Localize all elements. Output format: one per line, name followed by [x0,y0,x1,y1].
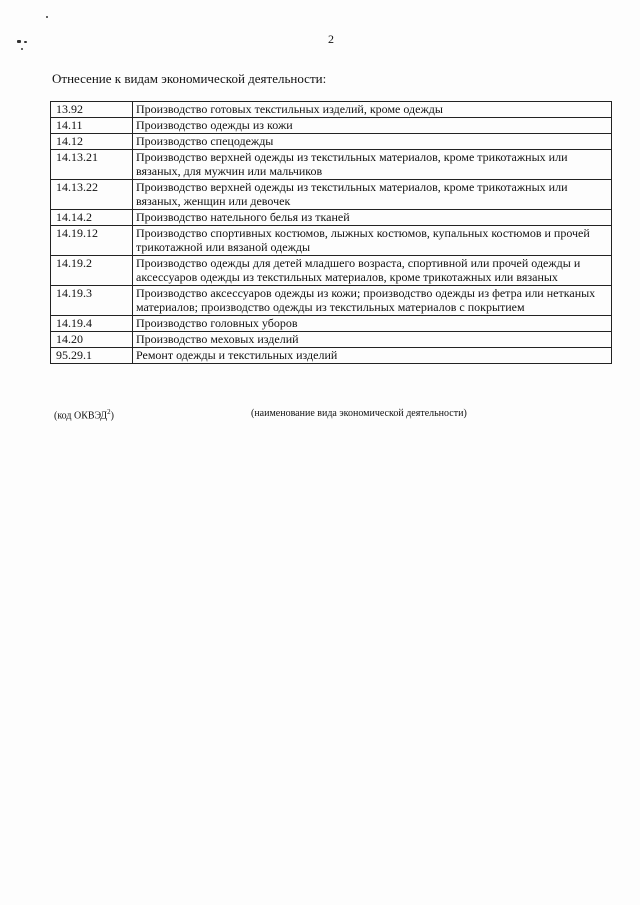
okved-code-cell: 14.13.21 [51,150,133,180]
activity-name-cell: Производство одежды для детей младшего возраста, спортивной или прочей одежды и аксессуаров одежды из текстильных материалов, кроме трикотажных или вязаных [133,256,612,286]
okved-code-cell: 14.12 [51,134,133,150]
activity-name-cell: Ремонт одежды и текстильных изделий [133,348,612,364]
code-caption-label: (код ОКВЭД [54,410,108,422]
okved-code-cell: 14.19.2 [51,256,133,286]
activity-name-cell: Производство аксессуаров одежды из кожи; производство одежды из фетра или нетканых материалов; производство одежды из текстильных материалов с покрытием [133,286,612,316]
section-heading: Отнесение к видам экономической деятельности: [52,71,327,86]
activity-name-cell: Производство спецодежды [133,134,612,150]
okved-code-cell: 14.11 [51,118,133,134]
activity-name-cell: Производство верхней одежды из текстильных материалов, кроме трикотажных или вязаных, для мужчин или мальчиков [133,150,612,180]
okved-code-cell: 95.29.1 [51,348,133,364]
activity-name-cell: Производство одежды из кожи [133,118,612,134]
okved-code-cell: 14.19.3 [51,286,133,316]
name-caption: (наименование вида экономической деятельности) [251,408,467,419]
activity-name-cell: Производство головных уборов [133,316,612,332]
activity-name-cell: Производство нательного белья из тканей [133,210,612,226]
table-row [51,134,612,150]
okved-code-cell: 14.19.12 [51,226,133,256]
activity-name-cell: Производство меховых изделий [133,332,612,348]
page-number: 2 [328,32,334,46]
activity-name-cell: Производство верхней одежды из текстильных материалов, кроме трикотажных или вязаных, женщин или девочек [133,180,612,210]
table-row [51,316,612,332]
okved-code-cell: 14.19.4 [51,316,133,332]
okved-code-cell: 14.14.2 [51,210,133,226]
table-row [51,210,612,226]
footnote-marker: 2 [107,408,111,416]
table-row [51,256,612,286]
table-row [51,332,612,348]
table-row [51,348,612,364]
code-caption-close: ) [110,410,114,422]
okved-code-cell: 13.92 [51,102,133,118]
okved-table-body [51,102,612,364]
table-row [51,150,612,180]
okved-code-cell: 14.20 [51,332,133,348]
okved-table [50,101,612,364]
table-row [51,286,612,316]
okved-code-cell: 14.13.22 [51,180,133,210]
activity-name-cell: Производство готовых текстильных изделий, кроме одежды [133,102,612,118]
table-row [51,118,612,134]
scan-speck [21,48,23,50]
table-row [51,180,612,210]
scan-speck [46,16,48,18]
activity-name-cell: Производство спортивных костюмов, лыжных костюмов, купальных костюмов и прочей трикотажной или вязаной одежды [133,226,612,256]
table-row [51,102,612,118]
code-caption [54,408,114,421]
table-row [51,226,612,256]
